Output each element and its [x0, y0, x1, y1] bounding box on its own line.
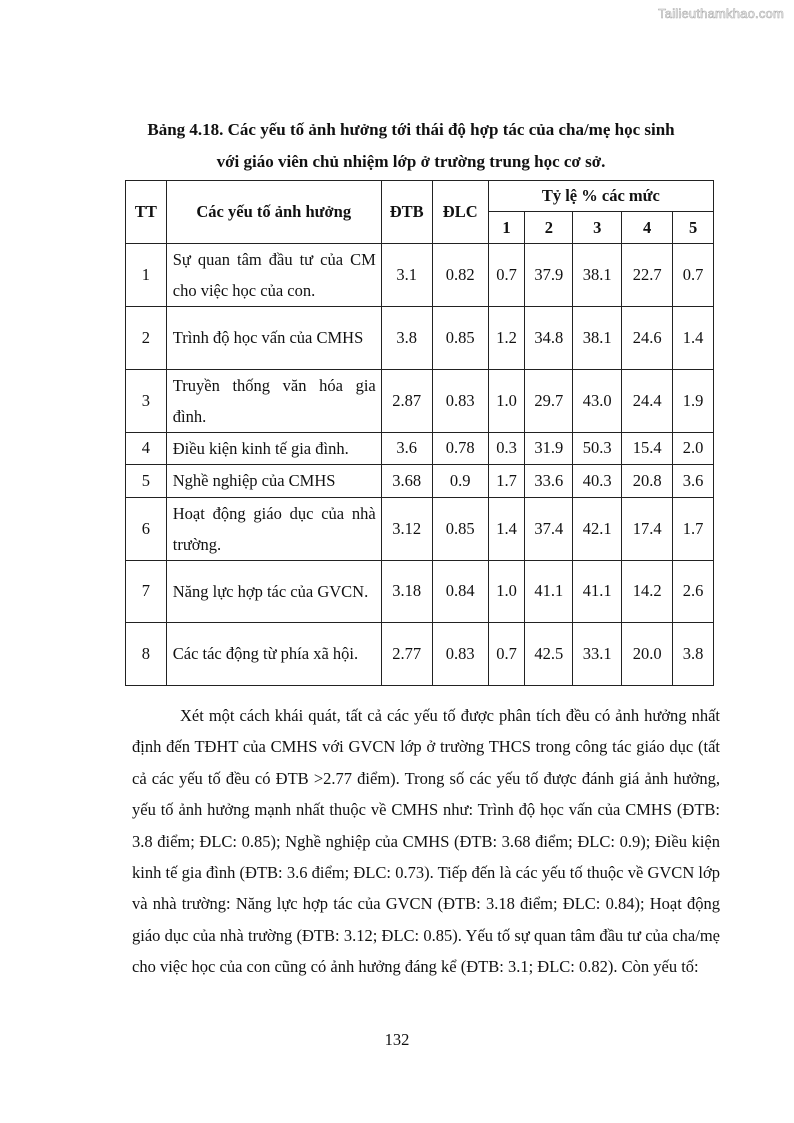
cell-tt: 6	[126, 497, 167, 560]
watermark: Tailieuthamkhao.com	[658, 6, 784, 21]
cell-level-5: 2.0	[673, 432, 714, 465]
cell-dlc: 0.9	[432, 465, 488, 498]
cell-level-1: 1.0	[488, 369, 525, 432]
header-dlc: ĐLC	[432, 181, 488, 244]
cell-level-3: 50.3	[573, 432, 622, 465]
cell-dtb: 3.1	[381, 244, 432, 307]
cell-level-4: 20.8	[622, 465, 673, 498]
cell-dlc: 0.84	[432, 560, 488, 623]
cell-level-5: 2.6	[673, 560, 714, 623]
cell-level-4: 17.4	[622, 497, 673, 560]
cell-level-2: 37.9	[525, 244, 573, 307]
cell-level-2: 33.6	[525, 465, 573, 498]
cell-dtb: 3.6	[381, 432, 432, 465]
cell-factor: Các tác động từ phía xã hội.	[166, 623, 381, 686]
cell-dtb: 2.87	[381, 369, 432, 432]
page-number: 132	[384, 1030, 410, 1049]
cell-level-5: 1.4	[673, 307, 714, 370]
header-ratio: Tỷ lệ % các mức	[488, 181, 713, 212]
table-row	[126, 307, 714, 370]
cell-dlc: 0.83	[432, 623, 488, 686]
cell-factor: Năng lực hợp tác của GVCN.	[166, 560, 381, 623]
table-row	[126, 623, 714, 686]
cell-level-3: 43.0	[573, 369, 622, 432]
cell-dtb: 3.8	[381, 307, 432, 370]
cell-level-2: 31.9	[525, 432, 573, 465]
header-level-2: 2	[525, 212, 573, 244]
cell-level-1: 0.3	[488, 432, 525, 465]
cell-level-1: 1.4	[488, 497, 525, 560]
cell-level-5: 3.6	[673, 465, 714, 498]
cell-dlc: 0.85	[432, 307, 488, 370]
cell-level-1: 1.0	[488, 560, 525, 623]
table-row	[126, 497, 714, 560]
header-level-5: 5	[673, 212, 714, 244]
table-row	[126, 369, 714, 432]
cell-factor: Sự quan tâm đầu tư của CM cho việc học của con.	[166, 244, 381, 307]
cell-level-2: 29.7	[525, 369, 573, 432]
cell-tt: 4	[126, 432, 167, 465]
table-row	[126, 244, 714, 307]
cell-level-3: 40.3	[573, 465, 622, 498]
cell-level-1: 0.7	[488, 244, 525, 307]
factors-table	[125, 180, 714, 686]
paragraph-text: Xét một cách khái quát, tất cả các yếu tố được phân tích đều có ảnh hưởng nhất định đến TĐHT của CMHS với GVCN lớp ở trường THCS trong công tác giáo dục (tất cả các yếu tố đều có ĐTB >2.77 điểm). Trong số các yếu tố được đánh giá ảnh hưởng, yếu tố ảnh hưởng mạnh nhất thuộc về CMHS như: Trình độ học vấn của CMHS (ĐTB: 3.8 điểm; ĐLC: 0.85); Nghề nghiệp của CMHS (ĐTB: 3.68 điểm; ĐLC: 0.9); Điều kiện kinh tế gia đình (ĐTB: 3.6 điểm; ĐLC: 0.73). Tiếp đến là các yếu tố thuộc về GVCN lớp và nhà trường: Năng lực hợp tác của GVCN (ĐTB: 3.18 điểm; ĐLC: 0.84); Hoạt động giáo dục của nhà trường (ĐTB: 3.12; ĐLC: 0.85). Yếu tố sự quan tâm đầu tư của cha/mẹ cho việc học của con cũng có ảnh hưởng đáng kể (ĐTB: 3.1; ĐLC: 0.82). Còn yếu tố:	[132, 706, 720, 977]
cell-dtb: 3.18	[381, 560, 432, 623]
table-row	[126, 465, 714, 498]
cell-factor: Điều kiện kinh tế gia đình.	[166, 432, 381, 465]
cell-tt: 3	[126, 369, 167, 432]
cell-dlc: 0.85	[432, 497, 488, 560]
cell-level-5: 3.8	[673, 623, 714, 686]
cell-tt: 2	[126, 307, 167, 370]
cell-level-3: 41.1	[573, 560, 622, 623]
cell-level-2: 34.8	[525, 307, 573, 370]
cell-level-1: 1.2	[488, 307, 525, 370]
cell-level-4: 24.4	[622, 369, 673, 432]
cell-factor: Trình độ học vấn của CMHS	[166, 307, 381, 370]
cell-dtb: 3.68	[381, 465, 432, 498]
header-dtb: ĐTB	[381, 181, 432, 244]
cell-level-4: 15.4	[622, 432, 673, 465]
cell-dlc: 0.83	[432, 369, 488, 432]
cell-dlc: 0.78	[432, 432, 488, 465]
cell-dlc: 0.82	[432, 244, 488, 307]
cell-level-4: 20.0	[622, 623, 673, 686]
cell-level-2: 41.1	[525, 560, 573, 623]
cell-tt: 1	[126, 244, 167, 307]
cell-level-1: 0.7	[488, 623, 525, 686]
header-factor: Các yếu tố ảnh hưởng	[166, 181, 381, 244]
table-caption-line-2: với giáo viên chủ nhiệm lớp ở trường trung học cơ sở.	[216, 152, 606, 171]
cell-dtb: 2.77	[381, 623, 432, 686]
cell-level-3: 33.1	[573, 623, 622, 686]
cell-level-1: 1.7	[488, 465, 525, 498]
cell-factor: Truyền thống văn hóa gia đình.	[166, 369, 381, 432]
table-row	[126, 560, 714, 623]
cell-level-3: 38.1	[573, 244, 622, 307]
cell-level-3: 38.1	[573, 307, 622, 370]
cell-level-5: 1.7	[673, 497, 714, 560]
cell-factor: Nghề nghiệp của CMHS	[166, 465, 381, 498]
cell-level-4: 24.6	[622, 307, 673, 370]
cell-level-5: 1.9	[673, 369, 714, 432]
cell-level-2: 37.4	[525, 497, 573, 560]
cell-tt: 7	[126, 560, 167, 623]
cell-level-3: 42.1	[573, 497, 622, 560]
cell-tt: 5	[126, 465, 167, 498]
cell-factor: Hoạt động giáo dục của nhà trường.	[166, 497, 381, 560]
header-level-1: 1	[488, 212, 525, 244]
cell-level-4: 22.7	[622, 244, 673, 307]
cell-level-5: 0.7	[673, 244, 714, 307]
cell-dtb: 3.12	[381, 497, 432, 560]
cell-level-4: 14.2	[622, 560, 673, 623]
header-level-4: 4	[622, 212, 673, 244]
table-row	[126, 432, 714, 465]
header-tt: TT	[126, 181, 167, 244]
body-paragraph	[132, 700, 720, 983]
cell-level-2: 42.5	[525, 623, 573, 686]
table-header-row	[126, 181, 714, 212]
header-level-3: 3	[573, 212, 622, 244]
cell-tt: 8	[126, 623, 167, 686]
table-caption-line-1: Bảng 4.18. Các yếu tố ảnh hưởng tới thái độ hợp tác của cha/mẹ học sinh	[147, 120, 675, 139]
